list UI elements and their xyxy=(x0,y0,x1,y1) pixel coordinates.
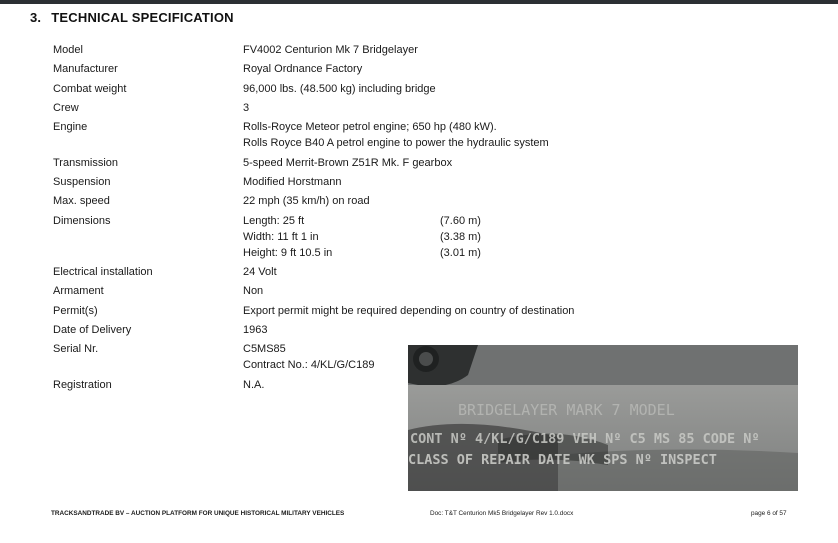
spec-value: 96,000 lbs. (48.500 kg) including bridge xyxy=(243,83,436,95)
plate-photo-graphic xyxy=(408,345,798,491)
dimension-metric: (3.38 m) xyxy=(440,231,481,243)
spec-value: 3 xyxy=(243,102,250,114)
dimension-imperial: Width: 11 ft 1 in xyxy=(243,231,319,243)
spec-label: Engine xyxy=(53,121,88,133)
spec-value xyxy=(243,341,374,373)
dimension-width xyxy=(243,229,543,245)
serial-number: C5MS85 xyxy=(243,343,286,355)
spec-value: Non xyxy=(243,285,264,297)
spec-label: Serial Nr. xyxy=(53,343,99,355)
spec-label: Date of Delivery xyxy=(53,324,132,336)
spec-value: FV4002 Centurion Mk 7 Bridgelayer xyxy=(243,44,418,56)
spec-label: Dimensions xyxy=(53,215,111,227)
spec-value: 22 mph (35 km/h) on road xyxy=(243,195,370,207)
dimension-metric: (3.01 m) xyxy=(440,247,481,259)
top-border xyxy=(0,0,838,4)
spec-label: Crew xyxy=(53,102,79,114)
section-number: 3. xyxy=(30,10,42,25)
dimension-height xyxy=(243,245,543,261)
spec-value: Royal Ordnance Factory xyxy=(243,63,363,75)
spec-value: 24 Volt xyxy=(243,266,277,278)
spec-label: Permit(s) xyxy=(53,305,98,317)
footer-document: Doc: T&T Centurion Mk5 Bridgelayer Rev 1.0.docx xyxy=(430,510,574,517)
spec-label: Combat weight xyxy=(53,83,127,95)
plate-text-2: CONT Nº 4/KL/G/C189 VEH Nº C5 MS 85 CODE Nº xyxy=(410,431,760,447)
spec-label: Armament xyxy=(53,285,104,297)
engine-line-2: Rolls Royce B40 A petrol engine to power the hydraulic system xyxy=(243,137,549,149)
spec-value: Export permit might be required depending on country of destination xyxy=(243,305,575,317)
dimension-length xyxy=(243,213,543,229)
plate-text-3: CLASS OF REPAIR DATE WK SPS Nº INSPECT xyxy=(408,452,717,468)
spec-label: Model xyxy=(53,44,83,56)
spec-label: Electrical installation xyxy=(53,266,153,278)
spec-value: N.A. xyxy=(243,379,265,391)
dimension-imperial: Length: 25 ft xyxy=(243,215,305,227)
spec-label: Suspension xyxy=(53,176,111,188)
spec-label: Max. speed xyxy=(53,195,110,207)
spec-value: 5-speed Merrit-Brown Z51R Mk. F gearbox xyxy=(243,157,453,169)
dimension-metric: (7.60 m) xyxy=(440,215,481,227)
engine-line-1: Rolls-Royce Meteor petrol engine; 650 hp (480 kW). xyxy=(243,121,497,133)
spec-value: Modified Horstmann xyxy=(243,176,342,188)
spec-label: Registration xyxy=(53,379,112,391)
section-heading xyxy=(30,10,234,25)
identification-plate-photo xyxy=(408,345,798,491)
spec-value: 1963 xyxy=(243,324,268,336)
dimension-imperial: Height: 9 ft 10.5 in xyxy=(243,247,333,259)
footer-company: TRACKSANDTRADE BV – AUCTION PLATFORM FOR UNIQUE HISTORICAL MILITARY VEHICLES xyxy=(51,510,345,517)
section-title: TECHNICAL SPECIFICATION xyxy=(51,10,234,25)
contract-number: Contract No.: 4/KL/G/C189 xyxy=(243,359,375,371)
spec-label: Transmission xyxy=(53,157,118,169)
spec-value xyxy=(243,119,549,151)
plate-text-1: BRIDGELAYER MARK 7 MODEL xyxy=(458,401,675,419)
dimensions-block xyxy=(243,213,543,261)
spec-label: Manufacturer xyxy=(53,63,118,75)
footer-page-number: page 6 of 57 xyxy=(751,510,787,517)
